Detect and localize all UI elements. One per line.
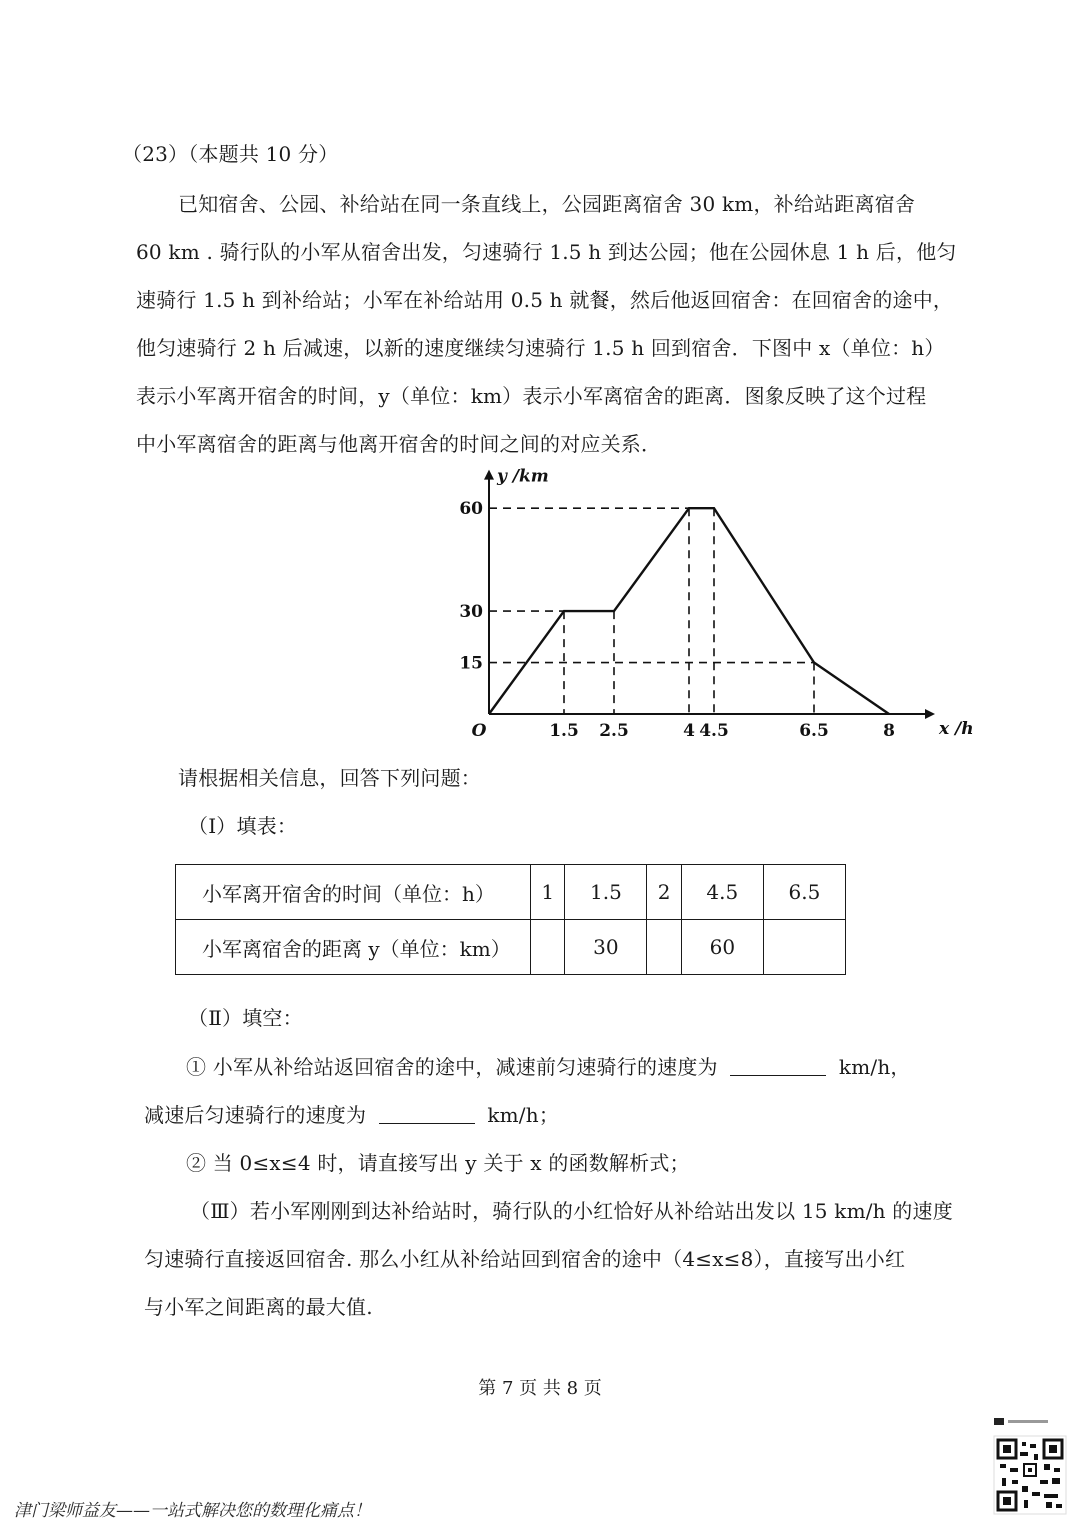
intro-line-3: 速骑行 1.5 h 到补给站；小军在补给站用 0.5 h 就餐，然后他返回宿舍：在回宿舍的途中， <box>136 288 954 312</box>
x-axis-label: x /h <box>939 719 974 739</box>
x-axis-arrow <box>925 709 935 719</box>
x-tick-label: 8 <box>883 721 895 741</box>
y-axis-arrow <box>484 470 494 480</box>
table-cell <box>531 920 565 975</box>
part-three-line-2: 匀速骑行直接返回宿舍. 那么小红从补给站回到宿舍的途中（4≤x≤8），直接写出小红 <box>144 1247 906 1271</box>
question-one-b-text: 减速后匀速骑行的速度为 <box>144 1103 367 1127</box>
y-axis-label: y /km <box>497 466 549 487</box>
table-cell: 30 <box>565 920 647 975</box>
fill-in-table <box>175 864 846 975</box>
question-two: ② 当 0≤x≤4 时，请直接写出 y 关于 x 的函数解析式； <box>186 1151 690 1175</box>
x-tick-label: 4.5 <box>699 721 729 741</box>
table-cell: 1.5 <box>565 865 647 920</box>
intro-line-1: 已知宿舍、公园、补给站在同一条直线上，公园距离宿舍 30 km，补给站距离宿舍 <box>178 192 916 216</box>
page-footer: 第 7 页 共 8 页 <box>478 1378 602 1399</box>
part-two-label: （Ⅱ）填空： <box>188 1006 303 1030</box>
table-row <box>176 865 846 920</box>
unit-text: km/h； <box>487 1103 560 1127</box>
questions-intro: 请根据相关信息，回答下列问题： <box>178 766 481 790</box>
table-cell: 2 <box>647 865 681 920</box>
y-tick-label: 30 <box>459 602 483 623</box>
x-tick-label: 4 <box>683 721 695 741</box>
part-three-line-1: （Ⅲ）若小军刚刚到达补给站时，骑行队的小红恰好从补给站出发以 15 km/h 的速度 <box>190 1199 953 1223</box>
question-one-b <box>144 1101 559 1129</box>
question-one-a-text: ① 小军从补给站返回宿舍的途中，减速前匀速骑行的速度为 <box>186 1055 718 1079</box>
table-cell: 1 <box>531 865 565 920</box>
intro-line-5: 表示小军离开宿舍的时间，y（单位：km）表示小军离宿舍的距离．图象反映了这个过程 <box>136 384 927 408</box>
origin-label: O <box>471 721 487 741</box>
x-tick-label: 2.5 <box>599 721 629 741</box>
table-row <box>176 920 846 975</box>
part-three-line-3: 与小军之间距离的最大值. <box>144 1295 373 1319</box>
table-cell: 60 <box>681 920 763 975</box>
qr-code <box>990 1418 1070 1518</box>
brand-slogan: 津门梁师益友——一站式解决您的数理化痛点！ <box>14 1501 371 1521</box>
intro-line-6: 中小军离宿舍的距离与他离开宿舍的时间之间的对应关系． <box>136 432 662 456</box>
intro-line-4: 他匀速骑行 2 h 后减速，以新的速度继续匀速骑行 1.5 h 回到宿舍．下图中 x（单位：h） <box>136 336 945 360</box>
distance-time-graph <box>459 466 974 750</box>
table-cell: 4.5 <box>681 865 763 920</box>
part-one-label: （Ⅰ）填表： <box>188 814 298 838</box>
unit-text: km/h， <box>838 1055 911 1079</box>
table-cell: 6.5 <box>763 865 845 920</box>
x-tick-label: 6.5 <box>799 721 829 741</box>
x-tick-label: 1.5 <box>549 721 579 741</box>
intro-line-2: 60 km . 骑行队的小军从宿舍出发，匀速骑行 1.5 h 到达公园；他在公园休息 1 h 后，他匀 <box>136 240 957 264</box>
question-header: （23）（本题共 10 分） <box>122 142 339 166</box>
answer-blank <box>730 1053 826 1076</box>
y-tick-label: 60 <box>459 499 483 520</box>
table-cell <box>763 920 845 975</box>
y-tick-label: 15 <box>459 653 483 674</box>
question-one-a <box>186 1053 911 1081</box>
table-row-label: 小军离宿舍的距离 y（单位：km） <box>176 920 531 975</box>
answer-blank <box>379 1101 475 1124</box>
table-row-label: 小军离开宿舍的时间（单位：h） <box>176 865 531 920</box>
table-cell <box>647 920 681 975</box>
